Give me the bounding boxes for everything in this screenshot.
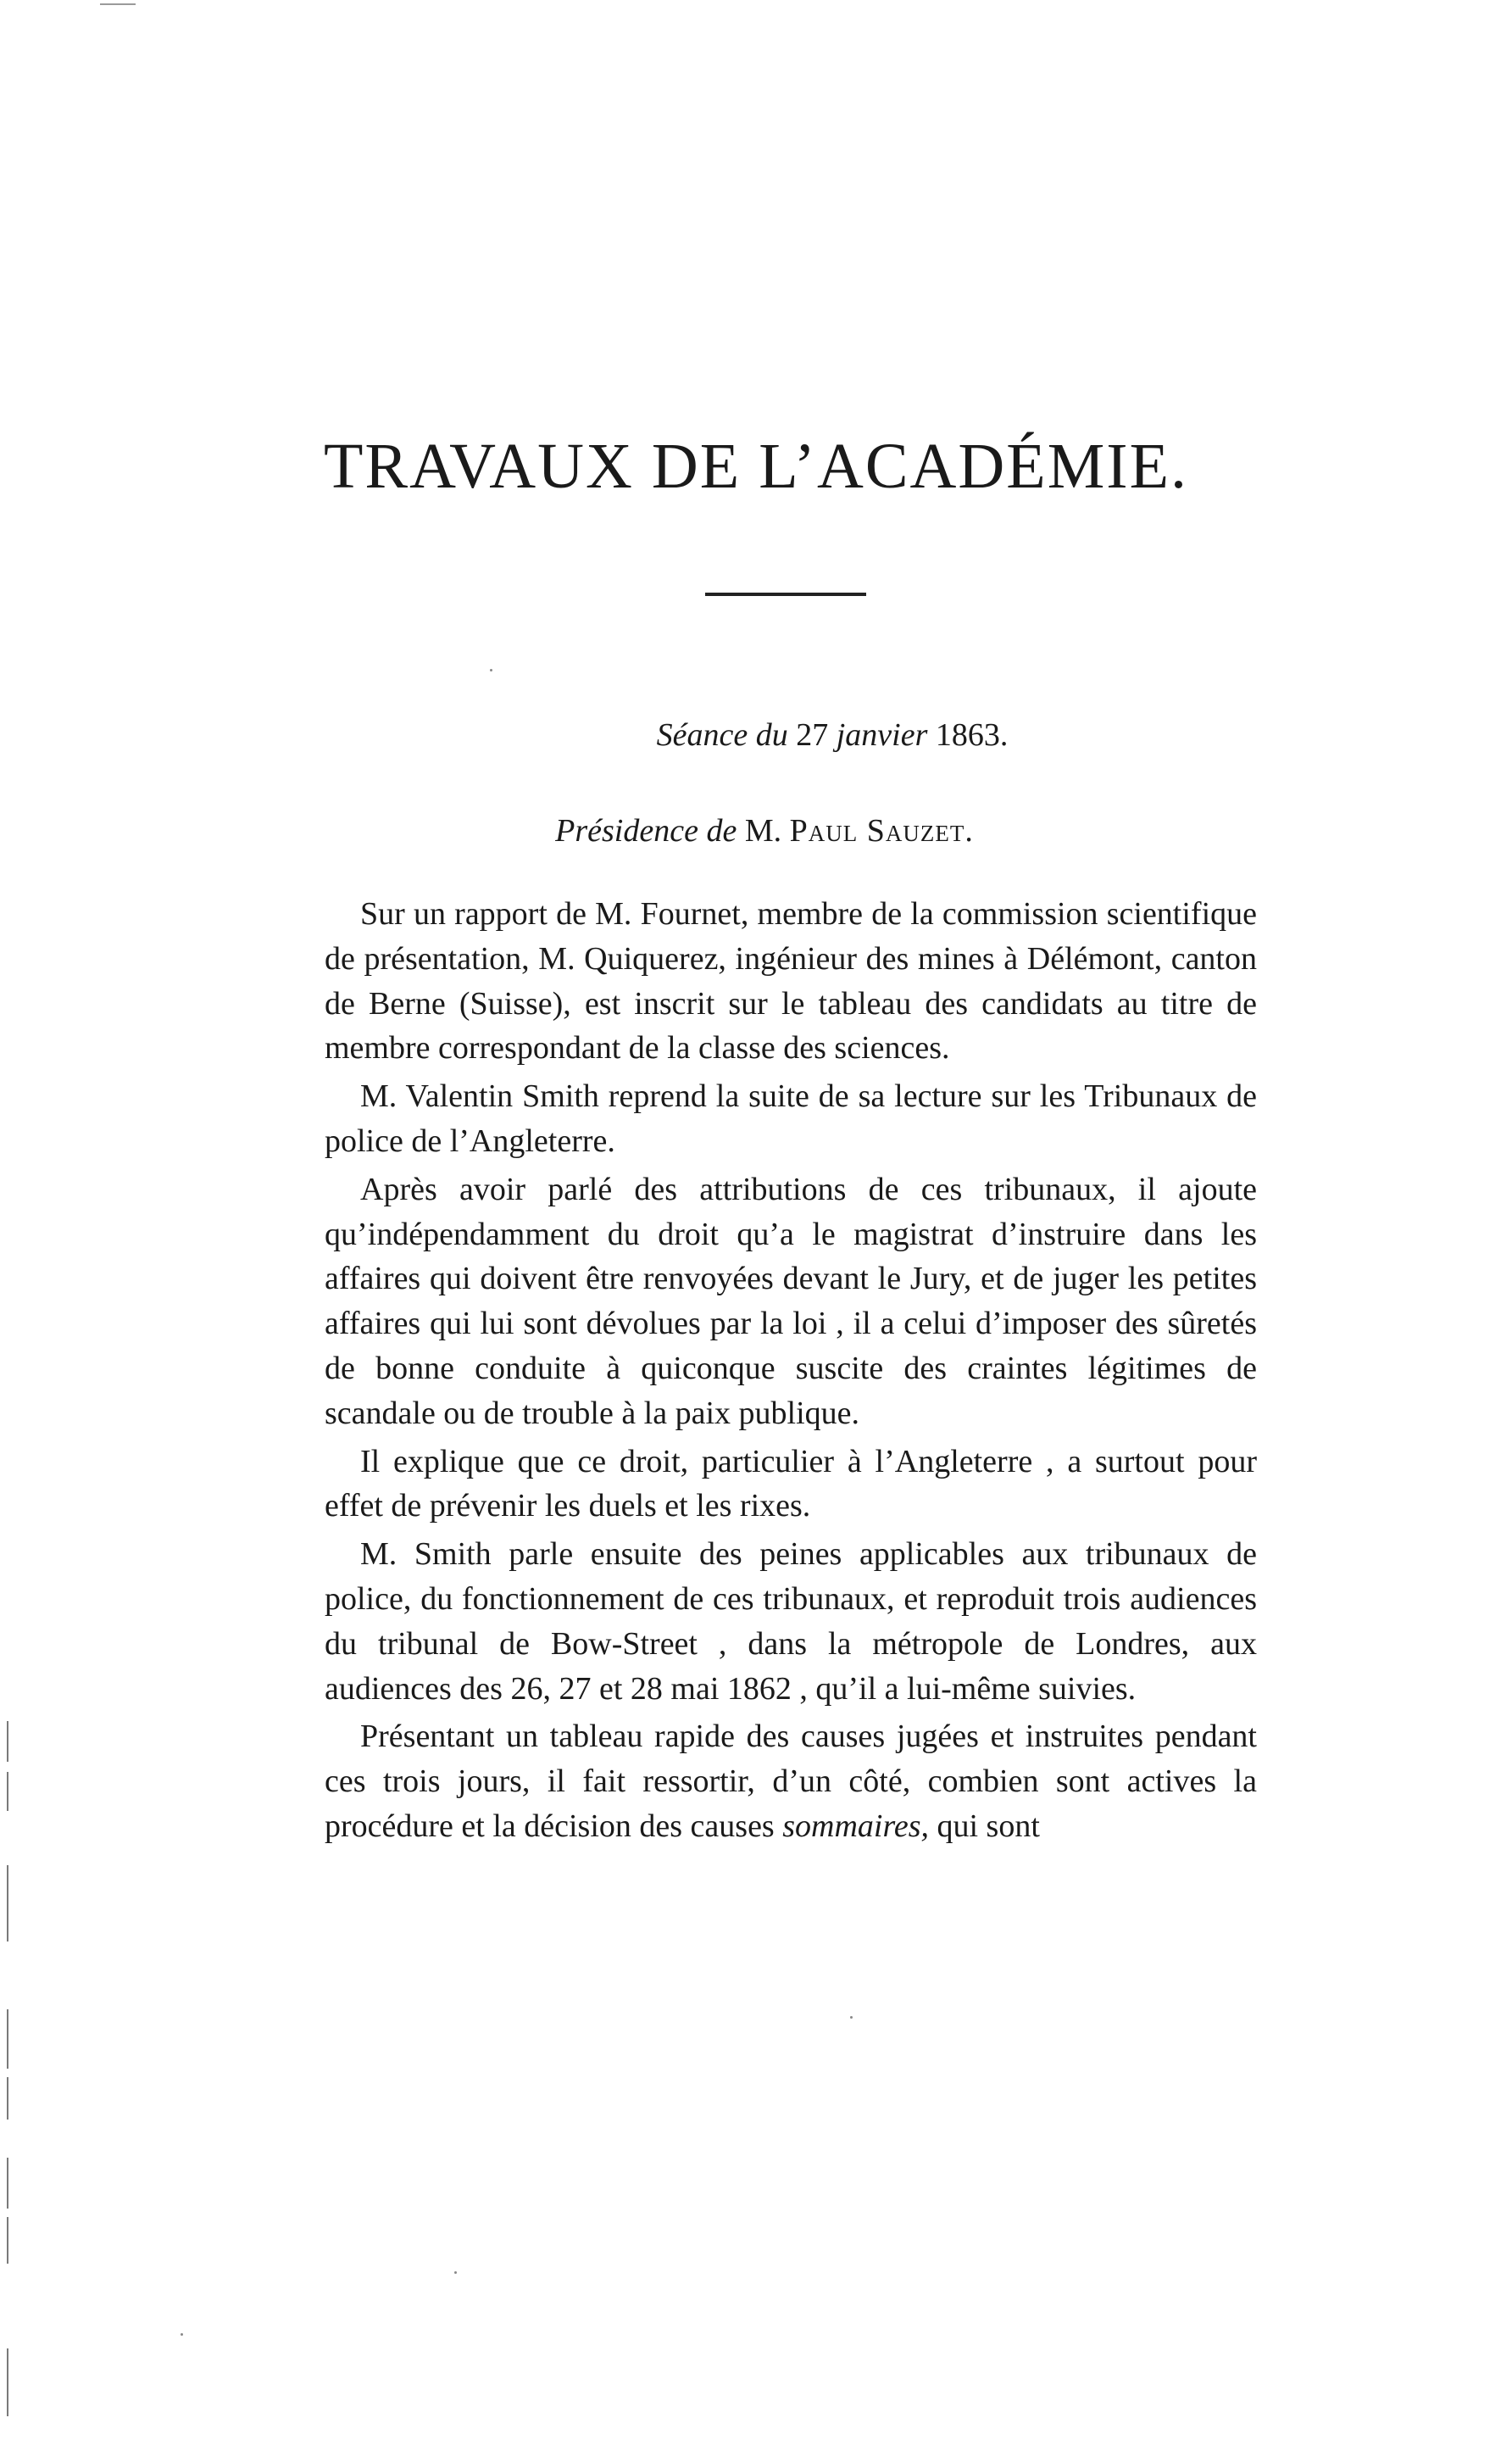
scan-speck <box>850 2016 853 2019</box>
margin-line <box>7 2158 8 2209</box>
margin-line <box>7 2217 8 2264</box>
session-year: 1863. <box>935 717 1009 753</box>
session-prefix: Séance du <box>656 717 797 753</box>
margin-line <box>7 1721 8 1762</box>
paragraph: Après avoir parlé des attributions de ces tribunaux, il ajoute qu’indépendamment du droit qu’a le magistrat d’instruire dans les affaires qui doivent être renvoyées devant le Jury, et de juger les petites affaires qui lui sont dévolues par la loi , il a celui d’imposer des sûretés de bonne conduite à quiconque suscite des craintes légitimes de scandale ou de trouble à la paix publique. <box>325 1171 1257 1431</box>
scan-mark <box>100 3 136 5</box>
margin-line <box>7 1772 8 1811</box>
paragraph: M. Smith parle ensuite des peines applicables aux tribunaux de police, du fonctionnement de ces tribunaux, et reproduit trois audiences du tribunal de Bow-Street , dans la métropole de Londres, aux audiences des 26, 27 et 28 mai 1862 , qu’il a lui-même suivies. <box>325 1536 1257 1707</box>
paragraph-text: qui sont <box>929 1808 1040 1844</box>
paragraph: Sur un rapport de M. Fournet, membre de la commission scientifique de présentation, M. Quiquerez, ingénieur des mines à Délémont, canton de Berne (Suisse), est inscrit sur le tableau des candidats au titre de membre correspondant de la classe des sciences. <box>325 896 1257 1067</box>
scan-speck <box>490 669 492 671</box>
body-text <box>325 892 1257 1849</box>
page-title: TRAVAUX DE L’ACADÉMIE. <box>323 431 1189 502</box>
session-day: 27 <box>796 717 829 753</box>
title-rule <box>705 593 866 596</box>
margin-line <box>7 2348 8 2416</box>
presidency-line <box>0 810 1512 852</box>
scan-speck <box>181 2333 183 2336</box>
scan-speck <box>454 2271 457 2274</box>
paragraph-italic: sommaires, <box>782 1808 929 1844</box>
margin-line <box>7 1865 8 1941</box>
presidency-title: M. <box>744 813 790 849</box>
presidency-name: Paul Sauzet. <box>789 813 974 849</box>
margin-line <box>7 2077 8 2120</box>
paragraph: M. Valentin Smith reprend la suite de sa lecture sur les Tribunaux de police de l’Angleterre. <box>325 1078 1257 1159</box>
session-month: janvier <box>828 717 936 753</box>
session-date <box>0 714 1512 756</box>
presidency-label: Présidence de <box>555 813 745 849</box>
margin-line <box>7 2009 8 2069</box>
paragraph: Il explique que ce droit, particulier à l’Angleterre , a surtout pour effet de prévenir les duels et les rixes. <box>325 1443 1257 1524</box>
paragraph-text: Présentant un tableau rapide des causes jugées et instruites pendant ces trois jours, il fait ressortir, d’un côté, combien sont actives la procédure et la décision des causes <box>325 1719 1257 1844</box>
paragraph <box>325 1714 1257 1848</box>
